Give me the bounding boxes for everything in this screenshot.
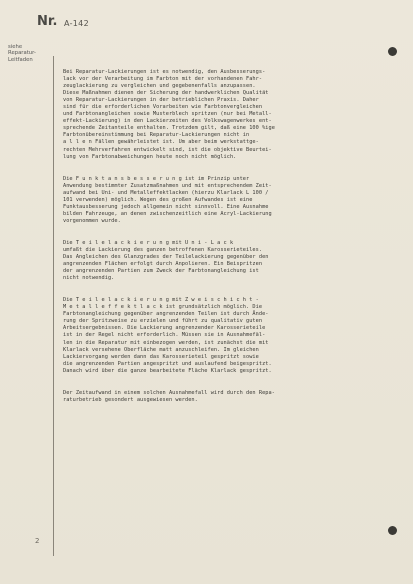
document-number: A-142	[64, 19, 89, 28]
text-line: Bei Reparatur-Lackierungen ist es notwendig, den Ausbesserungs-	[63, 69, 266, 75]
text-line: Die T e i l e l a c k i e r u n g mit Z w e i s c h i c h t -	[63, 297, 259, 304]
paragraph	[63, 240, 383, 282]
text-line: M e t a l l e f f e k t l a c k ist grundsätzlich möglich. Die	[63, 304, 263, 311]
text-line: und Farbtonangleichen sowie Musterblech spritzen (nur bei Metall-	[63, 111, 272, 118]
text-line: Diese Maßnahmen dienen der Sicherung der handwerklichen Qualität	[63, 90, 269, 97]
text-line: Farbtonübereinstimmung bei Reparatur-Lackierungen nicht in	[63, 132, 250, 139]
text-line: Danach wird über die ganze bearbeitete Fläche Klarlack gespritzt.	[63, 367, 272, 374]
text-line: von Reparatur-Lackierungen in der betrieblichen Praxis. Daher	[63, 97, 259, 104]
margin-note-line: Leitfaden	[8, 56, 33, 63]
text-line: Anwendung bestimmter Zusatzmaßnahmen und mit entsprechendem Zeit-	[63, 182, 272, 189]
paragraph	[63, 390, 383, 404]
text-line: effekt-Lackierung) in den Lackierzeiten des Volkswagenwerkes ent-	[63, 118, 272, 125]
text-line: Das Angleichen des Glanzgrades der Teilelackierung gegenüber den	[63, 254, 269, 261]
paragraph	[63, 297, 383, 375]
text-line: Die F u n k t a n s b e s s e r u n g ist im Prinzip unter	[63, 175, 250, 182]
text-line: Funktausbesserung jedoch allgemein nicht sinnvoll. Eine Ausnahme	[63, 203, 269, 210]
margin-note-line: siehe	[8, 44, 23, 50]
page-number: 2	[35, 537, 40, 545]
text-line: ist in der Regel nicht erforderlich. Müssen sie in Ausnahmefäl-	[63, 332, 266, 339]
text-line: sprechende Zeitanteile enthalten. Trotzdem gilt, daß eine 100 %ige	[63, 125, 275, 132]
text-line: Farbtonangleichung gegenüber angrenzenden Teilen ist durch Ände-	[63, 311, 269, 318]
text-line: Die T e i l e l a c k i e r u n g mit U n i - L a c k	[63, 239, 234, 246]
header-nr-label: Nr.	[37, 14, 58, 29]
binder-hole-bottom	[388, 526, 397, 535]
binder-hole-top	[388, 47, 397, 56]
text-line: a l l e n Fällen gewährleistet ist. Um aber beim werkstattge-	[63, 139, 259, 146]
text-line: Lackiervorgang werden dann das Karosserieteil gespritzt sowie	[63, 353, 259, 360]
text-line: Klarlack versehene Oberfläche matt anzuschleifen. Im gleichen	[63, 346, 259, 353]
text-line: 101 verwenden) möglich. Wegen des großen Aufwandes ist eine	[63, 196, 253, 203]
margin-rule	[53, 56, 54, 556]
margin-note-line: Reparatur-	[8, 50, 36, 57]
text-line: Arbeitsergebnissen. Die Lackierung angrenzender Karosserieteile	[63, 325, 266, 332]
text-line: bilden Fahrzeuge, an denen zwischenzeitlich eine Acryl-Lackierung	[63, 210, 272, 217]
text-line: lack vor der Verarbeitung im Farbton mit der vorhandenen Fahr-	[63, 76, 263, 83]
text-line: nicht notwendig.	[63, 275, 115, 282]
paragraph	[63, 69, 383, 161]
text-line: vorgenommen wurde.	[63, 217, 121, 224]
text-line: rechten Mehrverfahren entwickelt sind, ist die objektive Beurtei-	[63, 146, 272, 153]
body-text	[63, 69, 383, 419]
text-line: rung der Spritzweise zu erzielen und führt zu qualitativ guten	[63, 318, 263, 325]
text-line: aufwand bei Uni- und Metalleffektlacken (hierzu Klarlack L 100 /	[63, 189, 269, 196]
text-line: angrenzenden Flächen erfolgt durch Anpolieren. Ein Beispritzen	[63, 261, 263, 268]
paragraph	[63, 176, 383, 225]
text-line: sind für die erforderlichen Vorarbeiten wie Farbtonvergleichen	[63, 104, 263, 111]
text-line: umfaßt die Lackierung des ganzen betroffenen Karosserieteiles.	[63, 246, 263, 253]
text-line: die angrenzenden Partien angespritzt und auslaufend beigespritzt.	[63, 360, 272, 367]
margin-note	[8, 44, 36, 63]
text-line: lung von Farbtonabweichungen heute noch nicht möglich.	[63, 153, 237, 160]
text-line: len in die Reparatur mit einbezogen werden, ist zunächst die mit	[63, 339, 269, 346]
text-line: zeuglackierung zu vergleichen und gegebenenfalls anzupassen.	[63, 83, 256, 90]
text-line: Der Zeitaufwand in einem solchen Ausnahmefall wird durch den Repa-	[63, 389, 275, 396]
text-line: raturbetrieb gesondert ausgewiesen werden.	[63, 396, 198, 403]
text-line: der angrenzenden Partien zum Zweck der Farbtonangleichung ist	[63, 268, 259, 275]
